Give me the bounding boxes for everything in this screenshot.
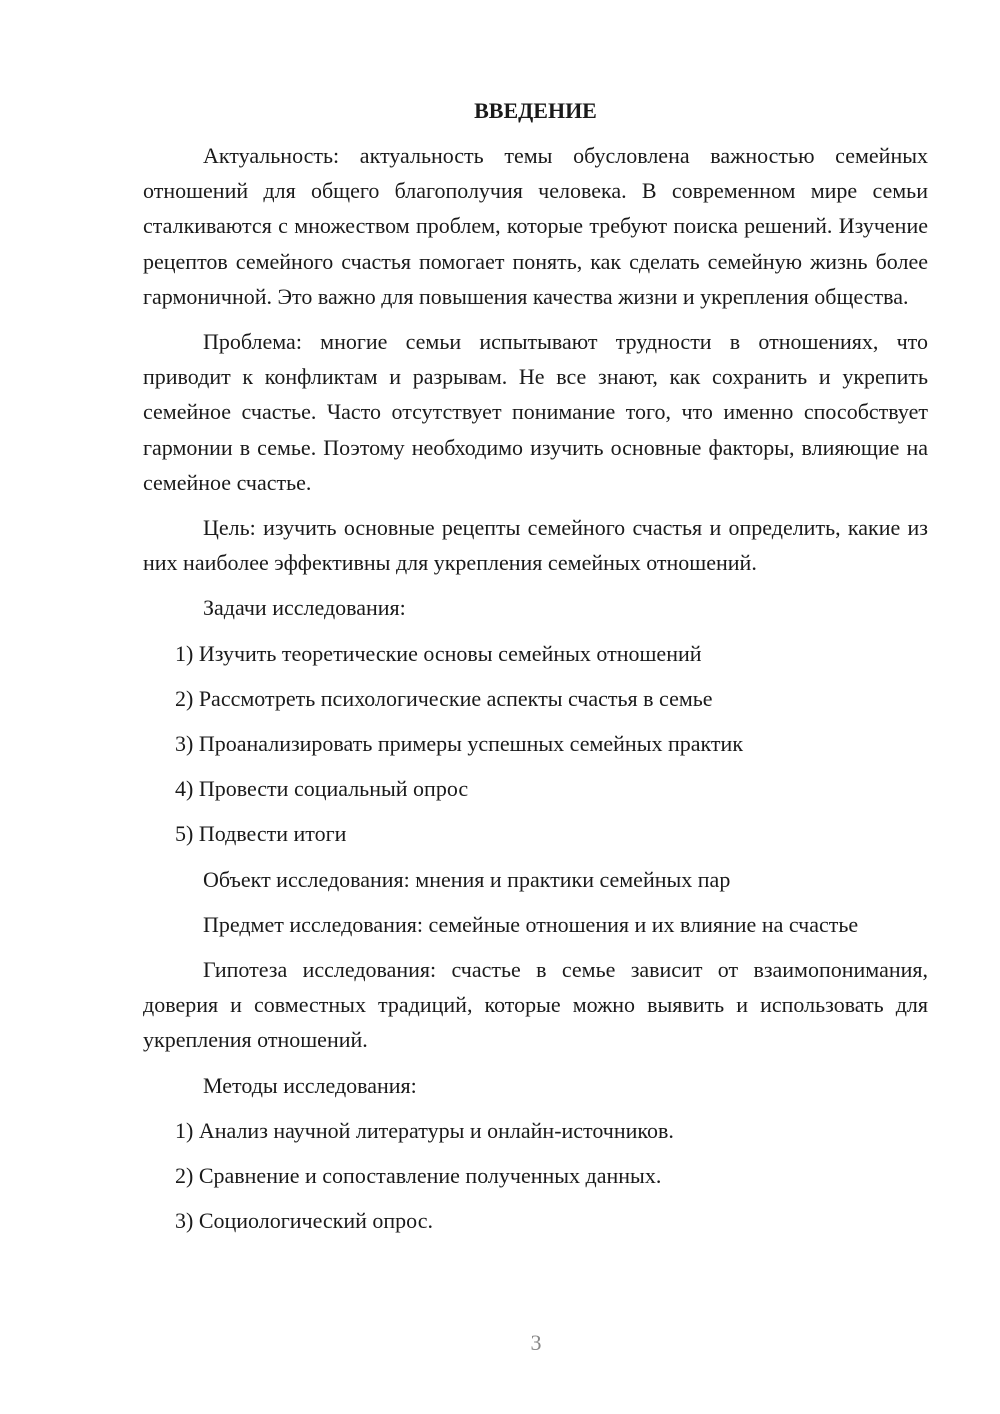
- hypothesis-paragraph: Гипотеза исследования: счастье в семье зависит от взаимопонимания, доверия и совместных традиций, которые можно выявить и использовать для укрепления отношений.: [143, 957, 928, 1053]
- methods-heading: Методы исследования:: [203, 1072, 417, 1098]
- task-item: 3) Проанализировать примеры успешных семейных практик: [175, 731, 744, 757]
- problem-paragraph: Проблема: многие семьи испытывают трудности в отношениях, что приводит к конфликтам и разрывам. Не все знают, как сохранить и укрепить семейное счастье. Часто отсутствует понимание того, что именно способствует гармонии в семье. Поэтому необходимо изучить основные факторы, влияющие на семейное счастье.: [143, 329, 928, 495]
- page-number: 3: [530, 1330, 542, 1355]
- goal-paragraph: Цель: изучить основные рецепты семейного счастья и определить, какие из них наиболее эффективны для укрепления семейных отношений.: [143, 515, 928, 576]
- task-item: 5) Подвести итоги: [175, 821, 347, 847]
- task-item: 2) Рассмотреть психологические аспекты счастья в семье: [175, 685, 713, 711]
- object-paragraph: Объект исследования: мнения и практики семейных пар: [203, 866, 731, 892]
- method-item: 1) Анализ научной литературы и онлайн-источников.: [175, 1117, 674, 1143]
- tasks-heading: Задачи исследования:: [203, 595, 406, 621]
- subject-paragraph: Предмет исследования: семейные отношения и их влияние на счастье: [203, 911, 859, 937]
- relevance-paragraph: Актуальность: актуальность темы обусловлена важностью семейных отношений для общего благополучия человека. В современном мире семьи сталкиваются с множеством проблем, которые требуют поиска решений. Изучение рецептов семейного счастья помогает понять, как сделать семейную жизнь более гармоничной. Это важно для повышения качества жизни и укрепления общества.: [143, 143, 928, 309]
- task-item: 1) Изучить теоретические основы семейных отношений: [175, 640, 702, 666]
- section-title: ВВЕДЕНИЕ: [474, 98, 597, 123]
- method-item: 3) Социологический опрос.: [175, 1208, 433, 1234]
- task-item: 4) Провести социальный опрос: [175, 776, 469, 802]
- document-page: [143, 96, 928, 1248]
- method-item: 2) Сравнение и сопоставление полученных данных.: [175, 1163, 662, 1189]
